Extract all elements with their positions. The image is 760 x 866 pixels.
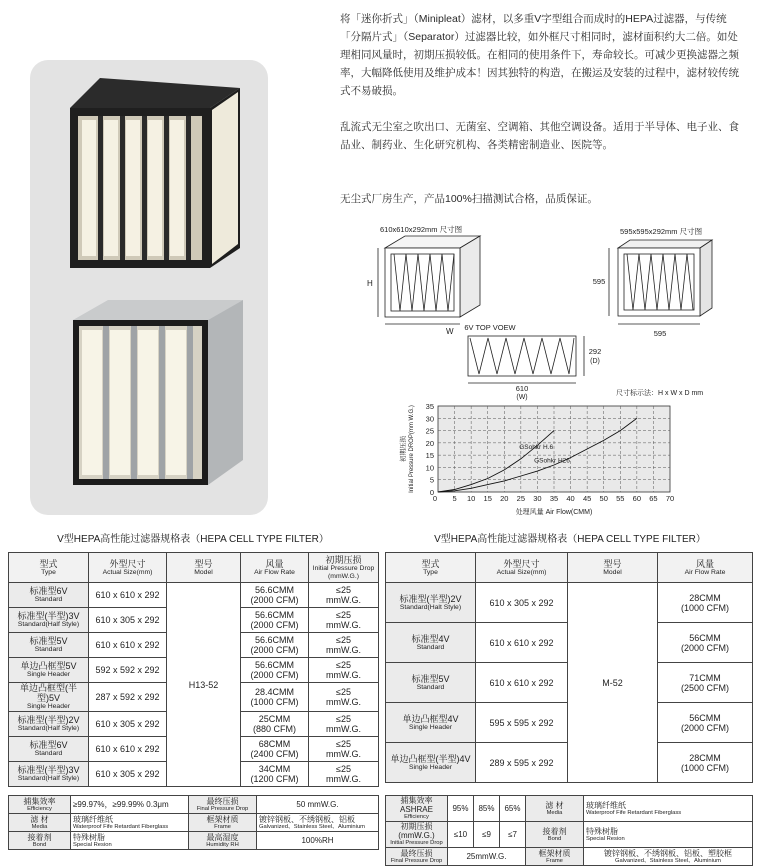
chart-x-tick-label: 35	[549, 494, 559, 503]
product-photo-panel	[30, 60, 268, 515]
row-type: 单边凸框型(半型)5V Single Header	[9, 683, 89, 712]
box2-title: 595x595x292mm 尺寸图	[620, 227, 703, 236]
row-size: 610 x 305 x 292	[476, 583, 568, 623]
black-frame-filter-image	[60, 78, 250, 278]
table2-header-type: 型式 Type	[386, 553, 476, 583]
final-pressure-label: 最终压损 Final Pressure Drop	[189, 796, 257, 814]
efficiency-95: 95%	[448, 796, 474, 822]
chart-series-label: GSohkr H26	[534, 457, 570, 465]
intro-paragraph-1: 将「迷你折式」（Minipleat）滤材，以多重V字型组合而成时的HEPA过滤器，与传统「分隔片式」（Separator）过滤器比较，如外框尺寸相同时，滤材面积约大二倍。如处理相同风量时，初期压损较低。在相同的使用条件下，寿命较长。可减少更换滤器之频率，大幅降低使用及维护成本！因其独特的构造，在搬运及安装的过程中，滤材较传统式不易破损。	[340, 13, 739, 97]
row-type: 标准型4V Standard	[386, 623, 476, 663]
chart-x-tick-label: 55	[616, 494, 625, 503]
row-size: 610 x 305 x 292	[89, 712, 167, 737]
chart-y-axis-label: Initial Pressure DROP(mm W.G.)	[409, 405, 415, 493]
box1-drawing	[378, 236, 480, 324]
box2-drawing	[609, 240, 712, 324]
chart-y-tick-label: 10	[425, 463, 434, 473]
table1-header-pressure: 初期压损 Initial Pressure Drop (mmW.G.)	[309, 553, 379, 583]
row-pressure-drop: ≤25 mmW.G.	[309, 608, 379, 633]
chart-x-tick-label: 45	[582, 494, 592, 503]
efficiency-85: 85%	[474, 796, 500, 822]
width-label: 610	[515, 384, 529, 393]
table1-row	[9, 583, 379, 608]
table2-spec	[385, 552, 753, 783]
humidity-label: 最高湿度 Humidity RH	[189, 832, 257, 850]
table1-spec	[8, 552, 379, 787]
box1-title: 610x610x292mm 尺寸图	[380, 225, 463, 234]
chart-x-tick-label: 5	[452, 494, 457, 503]
row-pressure-drop: ≤25 mmW.G.	[309, 683, 379, 712]
table1-header-type: 型式 Type	[9, 553, 89, 583]
table1-footer-row	[9, 832, 379, 850]
table2-header-size: 外型尺寸 Actual Size(mm)	[476, 553, 568, 583]
media-value: 玻璃纤维纸 Waterproof Fife Retardant Fiberglass	[71, 814, 189, 832]
row-size: 610 x 305 x 292	[89, 762, 167, 787]
table2-title: V型HEPA高性能过滤器规格表（HEPA CELL TYPE FILTER）	[434, 534, 706, 545]
row-size: 289 x 595 x 292	[476, 743, 568, 783]
row-airflow: 28.4CMM (1000 CFM)	[241, 683, 309, 712]
chart-x-tick-label: 60	[632, 494, 642, 503]
row-pressure-drop: ≤25 mmW.G.	[309, 712, 379, 737]
bond-value: 特殊树脂 Special Resion	[584, 822, 753, 848]
row-type: 标准型(半型)2V Standard(Half Style)	[9, 712, 89, 737]
row-pressure-drop: ≤25 mmW.G.	[309, 583, 379, 608]
row-pressure-drop: ≤25 mmW.G.	[309, 658, 379, 683]
row-size: 592 x 592 x 292	[89, 658, 167, 683]
table2-header-row	[386, 553, 753, 583]
width-sub-label: (W)	[516, 394, 528, 401]
frame-value: 镀锌钢板、不绣钢板、铝板、塑胶框 Galvanized、Stainless Steel、Aluminium	[584, 848, 753, 866]
row-size: 610 x 610 x 292	[476, 623, 568, 663]
table1-footer-row	[9, 814, 379, 832]
chart-y-tick-label: 0	[429, 488, 434, 497]
efficiency-65: 65%	[500, 796, 526, 822]
table1-footer	[8, 795, 379, 850]
frame-label: 框架材质 Frame	[189, 814, 257, 832]
table2-footer-row	[386, 822, 753, 848]
table1-title: V型HEPA高性能过滤器规格表（HEPA CELL TYPE FILTER）	[57, 534, 329, 545]
frame-label: 框架材质 Frame	[526, 848, 584, 866]
row-pressure-drop: ≤25 mmW.G.	[309, 737, 379, 762]
efficiency-value: ≥99.97%，≥99.99% 0.3μm	[71, 796, 189, 814]
efficiency-label: 捕集效率 Efficiency	[9, 796, 71, 814]
row-size: 595 x 595 x 292	[476, 703, 568, 743]
row-type: 单边凸框型5V Single Header	[9, 658, 89, 683]
row-pressure-drop: ≤25 mmW.G.	[309, 762, 379, 787]
row-size: 610 x 305 x 292	[89, 608, 167, 633]
row-airflow: 25CMM (880 CFM)	[241, 712, 309, 737]
row-type: 标准型(半型)3V Standard(Half Style)	[9, 608, 89, 633]
box2-width-label: 595	[653, 329, 667, 338]
size-note: 尺寸标示法：H x W x D mm	[616, 390, 704, 397]
final-pressure-value: 25mmW.G.	[448, 848, 526, 866]
chart-x-tick-label: 65	[649, 494, 658, 503]
chart-x-tick-label: 30	[533, 494, 542, 503]
row-airflow: 34CMM (1200 CFM)	[241, 762, 309, 787]
row-type: 标准型(半型)2V Standard(Halt Style)	[386, 583, 476, 623]
row-size: 610 x 610 x 292	[89, 737, 167, 762]
media-label: 滤 材 Media	[526, 796, 584, 822]
row-airflow: 56CMM (2000 CFM)	[658, 703, 753, 743]
frame-value: 镀锌钢板、不绣钢板、铝板 Galvanized、Stainless Steel、Aluminium	[257, 814, 379, 832]
row-type: 单边凸框型(半型)4V Single Header	[386, 743, 476, 783]
chart-x-tick-label: 50	[599, 494, 608, 503]
chart-x-tick-label: 10	[466, 494, 476, 503]
bond-value: 特殊树脂 Special Resion	[71, 832, 189, 850]
row-size: 287 x 592 x 292	[89, 683, 167, 712]
chart-y-tick-label: 20	[425, 438, 434, 448]
media-value: 玻璃纤维纸 Waterproof Fife Retardant Fiberglass	[584, 796, 753, 822]
top-view-drawing	[468, 336, 584, 383]
chart-y-tick-label: 35	[425, 402, 434, 411]
initial-pressure-95: ≤10	[448, 822, 474, 848]
initial-pressure-65: ≤7	[500, 822, 526, 848]
intro-paragraph-3: 无尘式厂房生产，产品100%扫描测试合格，品质保证。	[340, 193, 598, 205]
bond-label: 接着剂 Bond	[526, 822, 584, 848]
row-airflow: 28CMM (1000 CFM)	[658, 743, 753, 783]
row-size: 610 x 610 x 292	[89, 583, 167, 608]
humidity-value: 100%RH	[257, 832, 379, 850]
row-type: 标准型5V Standard	[386, 663, 476, 703]
row-type: 标准型6V Standard	[9, 737, 89, 762]
chart-x-tick-label: 70	[665, 494, 675, 503]
pressure-drop-chart	[400, 400, 680, 518]
final-pressure-value: 50 mmW.G.	[257, 796, 379, 814]
row-airflow: 56.6CMM (2000 CFM)	[241, 583, 309, 608]
chart-series-label: GSohkr H.6	[519, 444, 554, 451]
chart-x-tick-label: 20	[500, 494, 509, 503]
row-airflow: 28CMM (1000 CFM)	[658, 583, 753, 623]
row-airflow: 56.6CMM (2000 CFM)	[241, 633, 309, 658]
intro-paragraph-2: 乱流式无尘室之吹出口、无菌室、空调箱、其他空调设备。适用于半导体、电子业、食品业、制药业、生化研究机构、各类精密制造业、医院等。	[340, 121, 739, 151]
chart-y-tick-label: 25	[425, 426, 434, 436]
table2-footer-row	[386, 796, 753, 822]
table2-model: M-52	[568, 583, 658, 783]
row-airflow: 56CMM (2000 CFM)	[658, 623, 753, 663]
bond-label: 接着剂 Bond	[9, 832, 71, 850]
table2-footer	[385, 795, 753, 866]
row-airflow: 68CMM (2400 CFM)	[241, 737, 309, 762]
top-view-title: 6V TOP VOEW	[464, 323, 516, 332]
chart-x-tick-label: 15	[483, 494, 492, 503]
chart-y-tick-label: 15	[425, 451, 434, 461]
ashrae-efficiency-label: 捕集效率ASHRAE Efficiency	[386, 796, 448, 822]
table2-header-model: 型号 Model	[568, 553, 658, 583]
table1-header-airflow: 风量 Air Flow Rate	[241, 553, 309, 583]
row-size: 610 x 610 x 292	[89, 633, 167, 658]
row-airflow: 71CMM (2500 CFM)	[658, 663, 753, 703]
media-label: 滤 材 Media	[9, 814, 71, 832]
initial-pressure-85: ≤9	[474, 822, 500, 848]
table2-row	[386, 583, 753, 623]
row-size: 610 x 610 x 292	[476, 663, 568, 703]
table1-model: H13-52	[167, 583, 241, 787]
row-pressure-drop: ≤25 mmW.G.	[309, 633, 379, 658]
box2-height-label: 595	[592, 277, 606, 286]
row-airflow: 56.6CMM (2000 CFM)	[241, 608, 309, 633]
chart-y-axis-label-cn: 初期压损	[400, 436, 407, 462]
table1-header-row	[9, 553, 379, 583]
table2-footer-row	[386, 848, 753, 866]
row-type: 标准型5V Standard	[9, 633, 89, 658]
chart-x-tick-label: 25	[516, 494, 526, 503]
box1-w-label: W	[446, 327, 454, 336]
galvanized-frame-filter-image	[68, 300, 258, 500]
chart-y-tick-label: 5	[429, 475, 434, 485]
final-pressure-label: 最终压损 Final Pressure Drop	[386, 848, 448, 866]
box1-h-label: H	[367, 279, 373, 288]
chart-x-tick-label: 40	[566, 494, 575, 503]
depth-label: 292	[588, 347, 602, 356]
table1-footer-row	[9, 796, 379, 814]
chart-x-axis-label: 处理风量 Air Flow(CMM)	[515, 509, 593, 516]
initial-pressure-label: 初期压损(mmW.G.) Initial Pressure Drop	[386, 822, 448, 848]
table2-header-airflow: 风量 Air Flow Rate	[658, 553, 753, 583]
row-type: 标准型6V Standard	[9, 583, 89, 608]
row-airflow: 56.6CMM (2000 CFM)	[241, 658, 309, 683]
row-type: 标准型(半型)3V Standard(Half Style)	[9, 762, 89, 787]
row-type: 单边凸框型4V Single Header	[386, 703, 476, 743]
depth-sub-label: (D)	[590, 358, 600, 365]
chart-y-tick-label: 30	[425, 414, 434, 424]
table1-header-model: 型号 Model	[167, 553, 241, 583]
chart-x-tick-label: 0	[432, 494, 438, 503]
table1-header-size: 外型尺寸 Actual Size(mm)	[89, 553, 167, 583]
